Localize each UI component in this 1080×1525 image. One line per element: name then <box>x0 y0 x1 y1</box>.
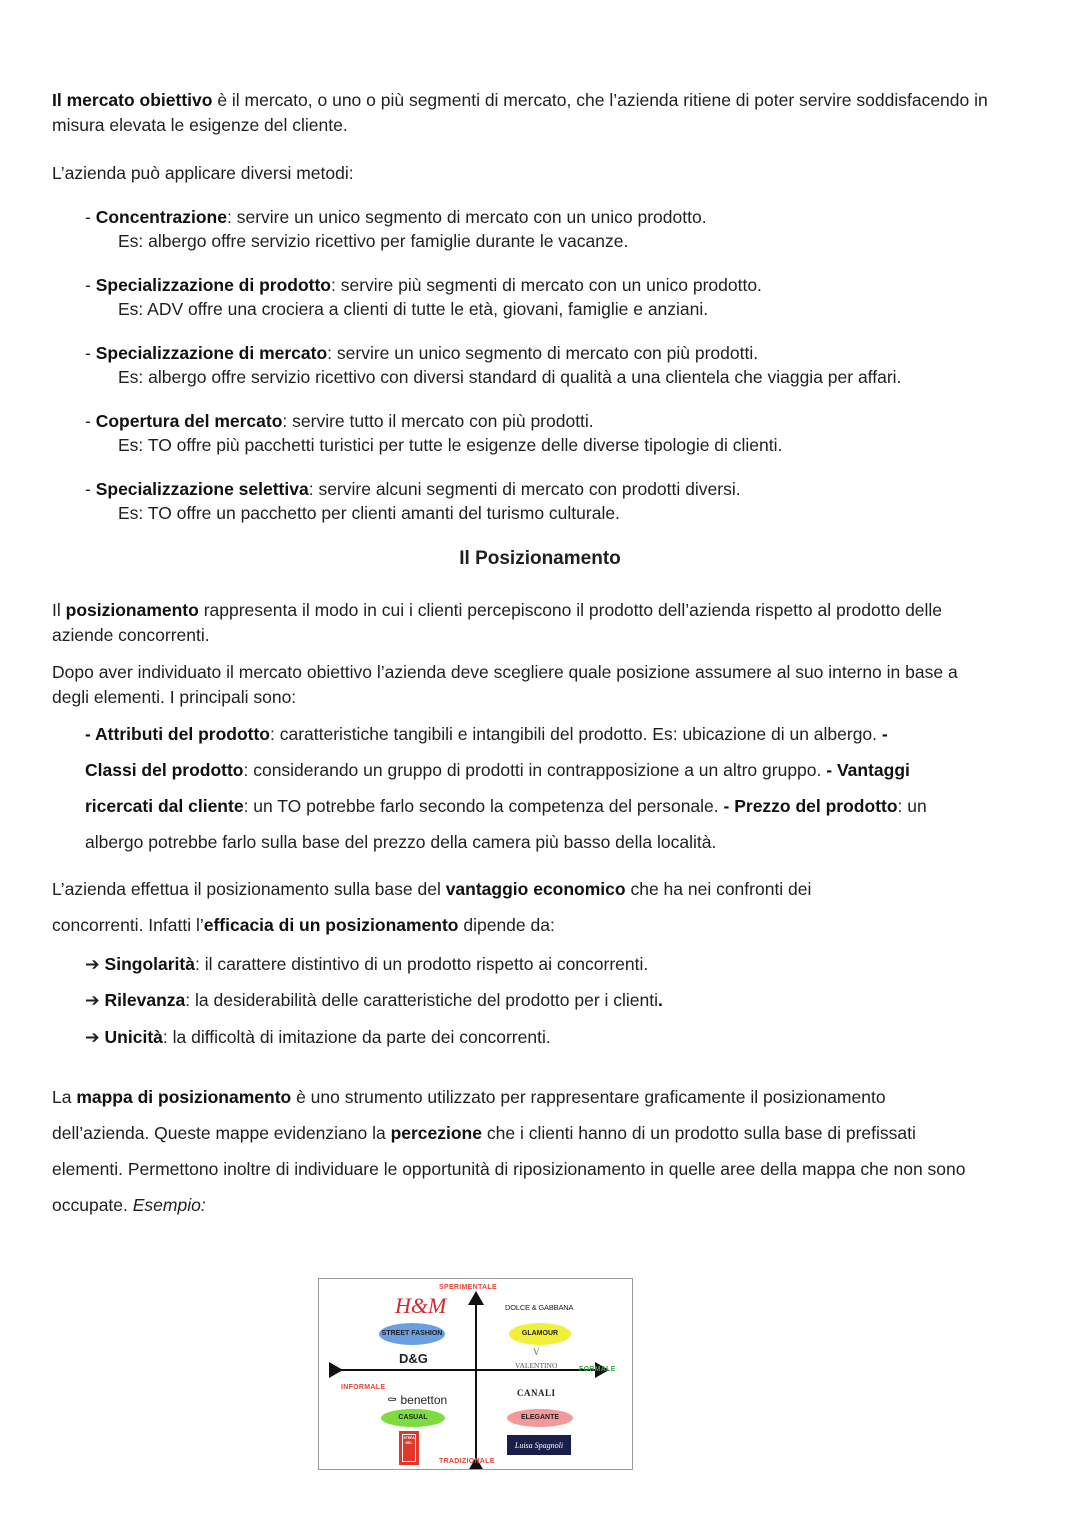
valentino-logo: VALENTINO <box>515 1361 558 1370</box>
criterion-term: Unicità <box>104 1027 163 1047</box>
axis-bottom-label: TRADIZIONALE <box>439 1458 495 1465</box>
advantage-term: vantaggio economico <box>445 879 626 899</box>
valentino-mark-icon: V <box>533 1347 540 1357</box>
intro-text-b: misura elevata le esigenze del cliente. <box>52 115 348 135</box>
element-term: - Vantaggi <box>826 760 910 780</box>
criterion-tail: . <box>658 990 663 1010</box>
element-text: : un <box>897 796 927 816</box>
method-prefix: - <box>85 479 96 499</box>
criterion-text: : la desiderabilità delle caratteristiche del prodotto per i clienti <box>185 990 659 1010</box>
map-term: mappa di posizionamento <box>76 1087 292 1107</box>
canali-logo: CANALI <box>517 1388 556 1398</box>
intro-text-a: è il mercato, o uno o più segmenti di mercato, che l’azienda ritiene di poter servire soddisfacendo in <box>212 90 988 110</box>
glamour-pill: GLAMOUR <box>509 1323 571 1345</box>
map-term2: percezione <box>390 1123 482 1143</box>
benetton-logo <box>387 1393 447 1407</box>
axis-top-label: SPERIMENTALE <box>439 1284 497 1291</box>
map-paragraph <box>52 1079 1032 1223</box>
map-example: Esempio: <box>132 1195 206 1215</box>
criterion-text: : il carattere distintivo di un prodotto rispetto ai concorrenti. <box>194 954 649 974</box>
element-dash: - <box>881 724 888 744</box>
benetton-knot-icon: ⚰ <box>387 1393 398 1407</box>
method-item <box>85 273 1025 297</box>
intro-term: Il mercato obiettivo <box>52 90 213 110</box>
method-example: Es: TO offre più pacchetti turistici per tutte le esigenze delle diverse tipologie di clienti. <box>118 435 783 455</box>
pos-choice-line-a: Dopo aver individuato il mercato obiettivo l’azienda deve scegliere quale posizione assumere al suo interno in base a <box>52 662 958 682</box>
method-term: Specializzazione selettiva <box>95 479 309 499</box>
positioning-definition <box>52 598 1032 648</box>
pos-def-lead: Il <box>52 600 66 620</box>
method-prefix: - <box>85 275 96 295</box>
method-term: Copertura del mercato <box>95 411 283 431</box>
method-example: Es: ADV offre una crociera a clienti di tutte le età, giovani, famiglie e anziani. <box>118 299 709 319</box>
positioning-map <box>318 1278 633 1470</box>
method-example: Es: albergo offre servizio ricettivo con diversi standard di qualità a una clientela che viaggia per affari. <box>118 367 902 387</box>
map-text-e: elementi. Permettono inoltre di individuare le opportunità di riposizionamento in quelle aree della mappa che non sono <box>52 1159 966 1179</box>
method-text: : servire tutto il mercato con più prodotti. <box>282 411 594 431</box>
criterion-item <box>85 952 648 976</box>
method-item <box>85 205 1025 229</box>
luisa-spagnoli-logo: Luisa Spagnoli <box>507 1435 571 1455</box>
advantage-text-a: L’azienda effettua il posizionamento sulla base del <box>52 879 446 899</box>
method-prefix: - <box>85 343 96 363</box>
element-text: : considerando un gruppo di prodotti in contrapposizione a un altro gruppo. <box>243 760 827 780</box>
advantage-text-b: che ha nei confronti dei <box>625 879 812 899</box>
method-example: Es: albergo offre servizio ricettivo per famiglie durante le vacanze. <box>118 231 629 251</box>
map-text-c: dell’azienda. Queste mappe evidenziano la <box>52 1123 391 1143</box>
map-text-f: occupate. <box>52 1195 133 1215</box>
method-item <box>85 341 1025 365</box>
method-text: : servire alcuni segmenti di mercato con prodotti diversi. <box>308 479 741 499</box>
advantage-text-d: dipende da: <box>458 915 555 935</box>
section-title: Il Posizionamento <box>459 548 621 569</box>
criterion-term: Singolarità <box>104 954 195 974</box>
pos-def-text-b: aziende concorrenti. <box>52 625 210 645</box>
method-item <box>85 409 1025 433</box>
method-prefix: - <box>85 207 96 227</box>
advantage-paragraph <box>52 871 1032 943</box>
advantage-term2: efficacia di un posizionamento <box>203 915 459 935</box>
element-term: ricercati dal cliente <box>85 796 244 816</box>
method-text: : servire un unico segmento di mercato con più prodotti. <box>327 343 759 363</box>
street-fashion-pill: STREET FASHION <box>379 1323 445 1345</box>
positioning-choice <box>52 660 1032 710</box>
arrow-icon: ➔ <box>85 990 105 1010</box>
arrow-icon: ➔ <box>85 954 105 974</box>
map-text-a: La <box>52 1087 77 1107</box>
axis-right-label: FORMALE <box>579 1366 616 1373</box>
method-term: Concentrazione <box>95 207 227 227</box>
advantage-text-c: concorrenti. Infatti l’ <box>52 915 204 935</box>
map-text-b: è uno strumento utilizzato per rappresentare graficamente il posizionamento <box>291 1087 886 1107</box>
hm-logo: H&M <box>395 1293 447 1318</box>
element-term: Classi del prodotto <box>85 760 244 780</box>
casual-pill: CASUAL <box>381 1409 445 1427</box>
methods-intro: L’azienda può applicare diversi metodi: <box>52 163 354 183</box>
criterion-item <box>85 1025 551 1049</box>
method-item <box>85 477 1025 501</box>
dolce-gabbana-logo: DOLCE & GABBANA <box>505 1303 574 1312</box>
method-text: : servire più segmenti di mercato con un unico prodotto. <box>331 275 762 295</box>
stefanel-logo <box>399 1431 419 1465</box>
element-term: - Attributi del prodotto <box>85 724 270 744</box>
element-text: : caratteristiche tangibili e intangibili del prodotto. Es: ubicazione di un albergo. <box>270 724 882 744</box>
method-example: Es: TO offre un pacchetto per clienti amanti del turismo culturale. <box>118 503 620 523</box>
element-text: albergo potrebbe farlo sulla base del prezzo della camera più basso della località. <box>85 832 717 852</box>
dg-logo: D&G <box>399 1351 428 1366</box>
pos-def-term: posizionamento <box>65 600 199 620</box>
benetton-name: benetton <box>400 1393 448 1407</box>
axis-left-label: INFORMALE <box>341 1384 386 1391</box>
map-axes <box>319 1279 632 1469</box>
criterion-item <box>85 988 663 1012</box>
map-text-d: che i clienti hanno di un prodotto sulla base di prefissati <box>482 1123 916 1143</box>
pos-def-text-a: rappresenta il modo in cui i clienti percepiscono il prodotto dell’azienda rispetto al prodotto delle <box>198 600 943 620</box>
element-term: - Prezzo del prodotto <box>723 796 898 816</box>
criterion-text: : la difficoltà di imitazione da parte dei concorrenti. <box>162 1027 551 1047</box>
element-text: : un TO potrebbe farlo secondo la competenza del personale. <box>243 796 724 816</box>
pos-choice-line-b: degli elementi. I principali sono: <box>52 687 297 707</box>
elegante-pill: ELEGANTE <box>507 1409 573 1427</box>
method-term: Specializzazione di prodotto <box>95 275 331 295</box>
criterion-term: Rilevanza <box>104 990 186 1010</box>
method-text: : servire un unico segmento di mercato con un unico prodotto. <box>226 207 707 227</box>
arrow-icon: ➔ <box>85 1027 105 1047</box>
method-prefix: - <box>85 411 96 431</box>
stefanel-text: STEFANEL <box>402 1434 416 1462</box>
method-term: Specializzazione di mercato <box>95 343 328 363</box>
positioning-elements <box>85 716 985 860</box>
intro-paragraph <box>52 88 1032 138</box>
